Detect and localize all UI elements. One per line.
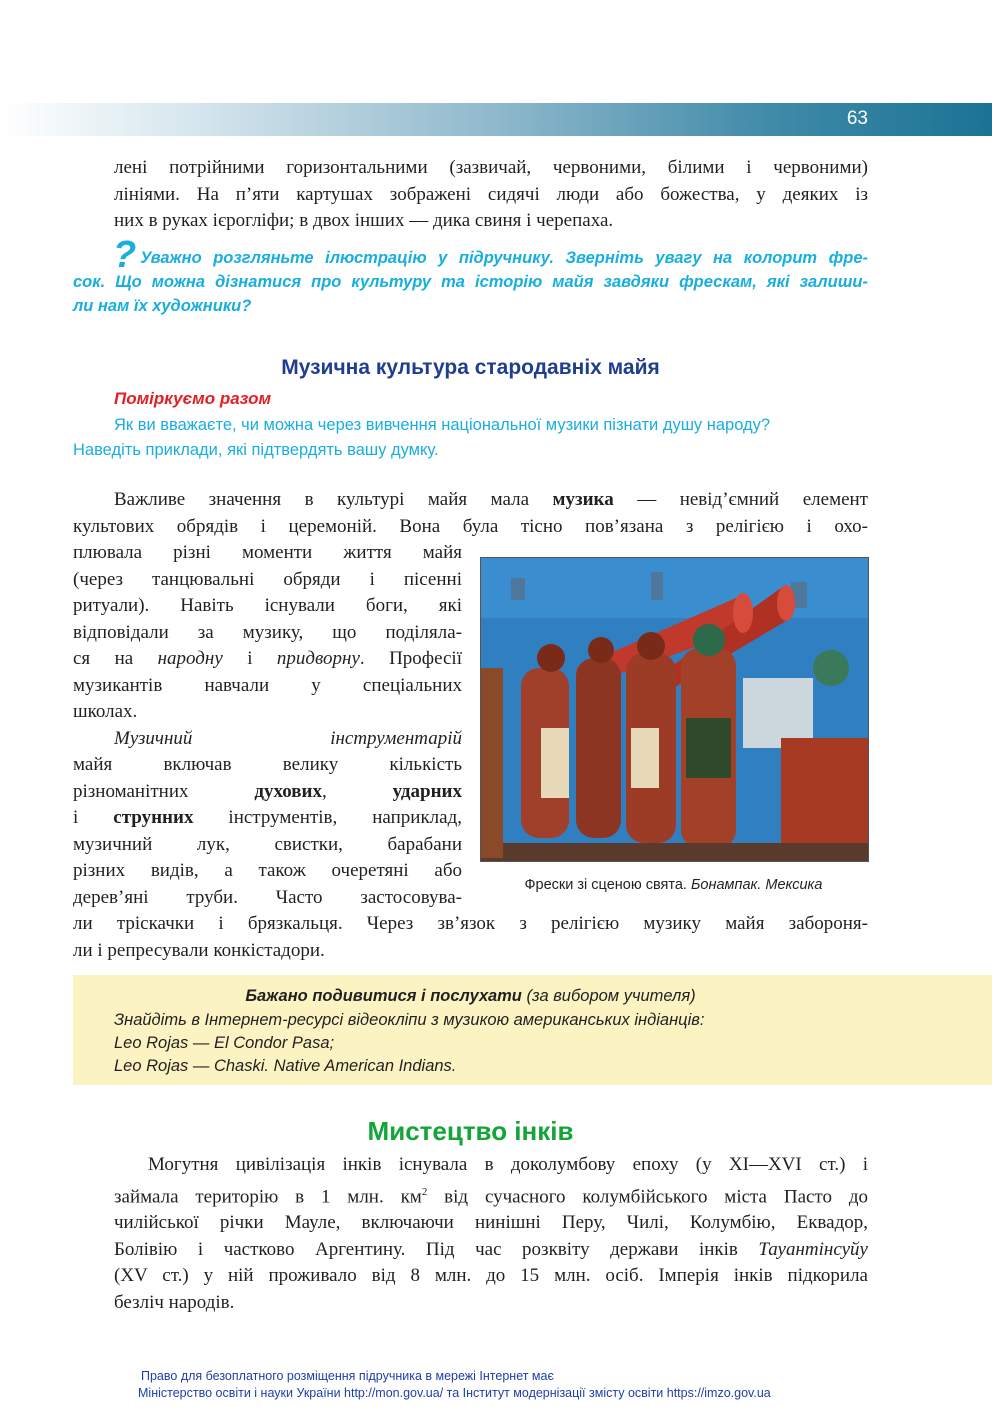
question-line-1: Уважно розгляньте ілюстрацію у підручнику. Зверніть увагу на колорит фре- bbox=[140, 249, 868, 267]
intro-line-3: них в руках ієрогліфи; в двох інших — дика свиня і черепаха. bbox=[114, 210, 614, 231]
inca-line-4a: Болівію і частково Аргентину. Під час розквіту держави інків bbox=[114, 1238, 759, 1260]
footer-line-1: Право для безоплатного розміщення підручника в мережі Інтернет має bbox=[141, 1369, 554, 1383]
inca-line-4-italic: Тауантінсуйу bbox=[758, 1238, 868, 1260]
inca-title: Мистецтво інків bbox=[367, 1116, 574, 1146]
music-bold-term: музика bbox=[552, 489, 614, 510]
folk-a: ся на bbox=[73, 648, 158, 669]
watch-box-line-2: Leo Rojas — El Condor Pasa; bbox=[114, 1034, 335, 1052]
intro-line-2: лініями. На п’яти картушах зображені сидячі люди або божества, у деяких із bbox=[114, 183, 868, 205]
column-line-12: музичний лук, свистки, барабани bbox=[73, 833, 462, 855]
watch-box-title bbox=[73, 987, 868, 1006]
question-line-2: сок. Що можна дізнатися про культуру та історію майя завдяки фрескам, які залиши- bbox=[73, 273, 868, 291]
music-p1-start: Важливе значення в культурі майя мала bbox=[114, 489, 553, 510]
inca-paragraph bbox=[114, 1152, 868, 1316]
column-line-6: музикантів навчали у спеціальних bbox=[73, 674, 462, 696]
bottom-line-2: ли і репресували конкістадори. bbox=[73, 939, 325, 961]
column-line-7: школах. bbox=[73, 701, 138, 722]
folk-italic-1: народну bbox=[157, 648, 223, 669]
watch-box-title-rest: (за вибором учителя) bbox=[521, 987, 696, 1005]
inca-line-2b: від сучасного колумбійського міста Пасто до bbox=[427, 1185, 868, 1207]
bold-strings: струнних bbox=[113, 807, 194, 828]
folk-c: . Професії bbox=[359, 648, 462, 669]
inca-line-2a: займала територію в 1 млн. км bbox=[114, 1185, 422, 1207]
fresco-painting bbox=[481, 558, 868, 861]
think-together-label: Поміркуємо разом bbox=[114, 389, 272, 408]
music-paragraph-bottom bbox=[73, 911, 868, 964]
column-line-10 bbox=[73, 779, 462, 806]
and-rest: інструментів, наприклад, bbox=[193, 807, 463, 828]
music-line-2: культових обрядів і церемоній. Вона була тісно пов’язана з релігією і охо- bbox=[73, 515, 868, 537]
fresco-caption bbox=[480, 877, 867, 893]
inca-line-6: безліч народів. bbox=[114, 1291, 235, 1313]
think-line-1: Як ви вважаєте, чи можна через вивчення національної музики пізнати душу народу? bbox=[114, 416, 771, 434]
inca-line-2 bbox=[114, 1179, 868, 1211]
footer-line-2: Міністерство освіти і науки України http://mon.gov.ua/ та Інститут модернізації змісту освіти https://imzo.gov.ua bbox=[138, 1385, 771, 1400]
inca-sup: 2 bbox=[421, 1185, 428, 1198]
watch-box-title-bold: Бажано подивитися і послухати bbox=[245, 987, 522, 1005]
and-word: і bbox=[73, 807, 114, 828]
maya-music-title: Музична культура стародавніх майя bbox=[281, 356, 660, 379]
header-band bbox=[0, 103, 992, 136]
music-p1-end: — невід’ємний елемент bbox=[613, 489, 868, 510]
var-word: різноманітних bbox=[73, 780, 189, 802]
caption-plain: Фрески зі сценою свята. bbox=[524, 877, 691, 893]
folk-italic-2: придворну bbox=[276, 648, 360, 669]
folk-b: і bbox=[222, 648, 277, 669]
column-line-2: (через танцювальні обряди і пісенні bbox=[73, 568, 462, 590]
comma: , bbox=[322, 780, 327, 802]
intro-paragraph bbox=[114, 155, 868, 235]
question-line-3: ли нам їх художники? bbox=[73, 297, 252, 315]
page-number: 63 bbox=[846, 108, 868, 129]
caption-italic: Бонампак. Мексика bbox=[690, 877, 823, 893]
music-paragraph-top bbox=[73, 487, 868, 540]
think-line-2: Наведіть приклади, які підтвердять вашу думку. bbox=[73, 441, 439, 459]
column-line-9: майя включав велику кількість bbox=[73, 754, 462, 775]
think-together-text bbox=[73, 413, 868, 463]
inca-line-1: Могутня цивілізація інків існувала в доколумбову епоху (у XI—XVI ст.) і bbox=[148, 1154, 868, 1175]
column-line-1: плювала різні моменти життя майя bbox=[73, 542, 462, 563]
column-line-4: відповідали за музику, що поділяла- bbox=[73, 621, 462, 643]
bold-percussion: ударних bbox=[392, 780, 462, 802]
fresco-illustration bbox=[480, 557, 869, 862]
question-block bbox=[73, 234, 868, 318]
column-line-13: різних видів, а також очеретяні або bbox=[73, 860, 462, 881]
instr-italic-1: Музичний bbox=[114, 727, 193, 749]
watch-box-line-1: Знайдіть в Інтернет-ресурсі відеокліпи з музикою американських індіанців: bbox=[114, 1011, 705, 1029]
watch-listen-box bbox=[73, 975, 992, 1085]
column-line-8 bbox=[73, 726, 462, 753]
column-line-5 bbox=[73, 646, 462, 673]
intro-line-1: лені потрійними горизонтальними (зазвичай, червоними, білими і червоними) bbox=[114, 157, 868, 178]
column-line-3: ритуали). Навіть існували боги, які bbox=[73, 595, 462, 616]
bottom-line-1: ли тріскачки і брязкальця. Через зв’язок з релігією музику майя забороня- bbox=[73, 913, 868, 934]
instr-italic-2: інструментарій bbox=[330, 727, 462, 749]
question-mark-icon: ? bbox=[113, 234, 137, 276]
music-paragraph-column bbox=[73, 540, 462, 911]
column-line-14: дерев’яні труби. Часто застосовува- bbox=[73, 886, 462, 908]
inca-line-4 bbox=[114, 1237, 868, 1264]
inca-line-5: (XV ст.) у ній проживало від 8 млн. до 15 млн. осіб. Імперія інків підкорила bbox=[114, 1265, 868, 1287]
watch-box-line-3: Leo Rojas — Chaski. Native American Indians. bbox=[114, 1057, 457, 1075]
inca-line-3: чилійської річки Мауле, включаючи нинішні Перу, Чилі, Колумбію, Еквадор, bbox=[114, 1212, 868, 1234]
footer-notice bbox=[138, 1368, 771, 1401]
column-line-11 bbox=[73, 805, 462, 832]
bold-wind: духових bbox=[254, 780, 322, 802]
